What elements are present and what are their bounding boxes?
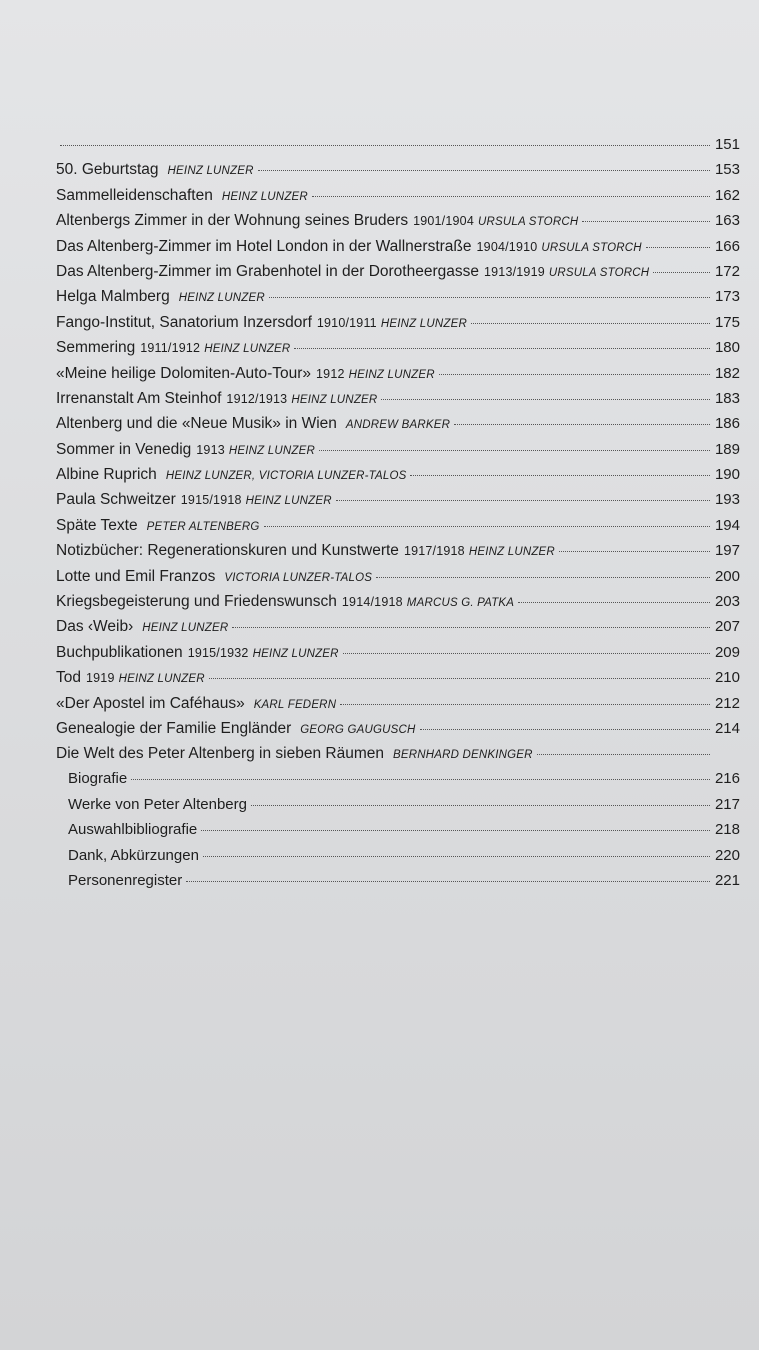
entry-title: Sommer in Venedig (56, 440, 192, 458)
entry-title: 50. Geburtstag (56, 161, 159, 179)
entry-meta (218, 185, 308, 210)
page-number: 212 (714, 694, 740, 712)
dot-leader (60, 145, 710, 146)
entry-meta (389, 743, 533, 768)
table-of-contents (56, 132, 740, 767)
toc-entry (56, 691, 740, 716)
entry-years: 1912/1913 (226, 391, 288, 406)
entry-title: Altenbergs Zimmer in der Wohnung seines Bruders (56, 212, 409, 230)
entry-title: Das ‹Weib› (56, 618, 134, 636)
entry-author: KARL FEDERN (253, 698, 337, 711)
entry-title: Biografie (68, 770, 128, 787)
dot-leader (209, 678, 710, 679)
entry-author: HEINZ LUNZER, VICTORIA LUNZER-TALOS (165, 470, 407, 483)
entry-title: Sammelleidenschaften (56, 186, 213, 204)
dot-leader (376, 577, 710, 578)
entry-author: URSULA STORCH (541, 241, 642, 254)
page-number: 217 (714, 795, 740, 813)
toc-entry (56, 234, 740, 259)
toc-entry (56, 665, 740, 690)
toc-entry (56, 741, 740, 766)
dot-leader (258, 170, 710, 171)
page-number: 186 (714, 415, 740, 433)
dot-leader (251, 805, 710, 806)
entry-years: 1912 (316, 366, 345, 381)
entry-author: HEINZ LUNZER (380, 317, 467, 330)
entry-title: Das Altenberg-Zimmer im Grabenhotel in der Dorotheergasse (56, 262, 479, 280)
toc-entry (56, 589, 740, 614)
dot-leader (264, 526, 710, 527)
entry-title: Paula Schweitzer (56, 491, 176, 509)
entry-meta (220, 566, 372, 591)
entry-title: Altenberg und die «Neue Musik» in Wien (56, 415, 337, 433)
entry-meta (413, 209, 578, 235)
entry-author: MARCUS G. PATKA (406, 597, 515, 610)
entry-title: Lotte und Emil Franzos (56, 567, 216, 585)
entry-meta (316, 362, 435, 388)
entry-title: Kriegsbegeisterung und Friedenswunsch (56, 593, 337, 611)
dot-leader (420, 729, 711, 730)
toc-entry (56, 157, 740, 182)
dot-leader (582, 221, 710, 222)
appendix-entry (68, 817, 740, 843)
entry-author: HEINZ LUNZER (178, 292, 265, 305)
entry-author: HEINZ LUNZER (291, 393, 378, 406)
page-number: 197 (714, 542, 740, 560)
toc-entry (56, 487, 740, 512)
entry-meta (484, 260, 649, 286)
toc-entry (56, 716, 740, 741)
dot-leader (203, 856, 710, 857)
entry-years: 1914/1918 (341, 595, 403, 610)
entry-title: Buchpublikationen (56, 643, 183, 661)
entry-author: HEINZ LUNZER (204, 343, 291, 356)
page-number: 218 (714, 821, 740, 839)
page-number: 200 (714, 567, 740, 585)
entry-author: HEINZ LUNZER (468, 546, 555, 559)
entry-meta (317, 311, 467, 337)
page-number: 153 (714, 161, 740, 179)
entry-author: HEINZ LUNZER (228, 444, 315, 457)
entry-title: Dank, Abkürzungen (68, 846, 199, 864)
toc-entry (56, 462, 740, 487)
entry-title: Albine Ruprich (56, 466, 157, 484)
entry-author: HEINZ LUNZER (221, 190, 308, 203)
entry-title: Tod (56, 669, 81, 687)
entry-years: 1915/1932 (187, 645, 249, 660)
toc-entry (56, 614, 740, 639)
dot-leader (454, 424, 710, 425)
entry-author: URSULA STORCH (548, 266, 650, 279)
entry-years: 1913 (196, 442, 225, 457)
toc-entry (56, 132, 740, 157)
entry-meta (196, 438, 315, 464)
toc-entry (56, 437, 740, 462)
toc-entry (56, 564, 740, 589)
entry-title: Notizbücher: Regenerationskuren und Kunstwerte (56, 542, 399, 560)
toc-entry (56, 386, 740, 411)
entry-author: BERNHARD DENKINGER (392, 749, 533, 762)
entry-title: Auswahlbibliografie (68, 821, 198, 839)
dot-leader (340, 704, 710, 705)
page-number: 173 (714, 288, 740, 306)
toc-entry (56, 411, 740, 436)
entry-author: VICTORIA LUNZER-TALOS (224, 571, 373, 584)
dot-leader (269, 297, 710, 298)
toc-entry (56, 640, 740, 665)
toc-entry (56, 538, 740, 563)
entry-years: 1917/1918 (403, 544, 465, 559)
entry-meta (175, 286, 265, 311)
dot-leader (537, 754, 710, 755)
entry-years: 1901/1904 (413, 214, 474, 229)
entry-author: GEORG GAUGUSCH (300, 723, 416, 736)
entry-meta (181, 488, 332, 514)
entry-meta (138, 616, 228, 641)
toc-entry (56, 335, 740, 360)
toc-entry (56, 310, 740, 335)
dot-leader (336, 500, 710, 501)
entry-author: HEINZ LUNZER (142, 622, 229, 635)
entry-meta (140, 336, 290, 362)
page-number: 194 (714, 516, 740, 534)
page-number: 189 (714, 440, 740, 458)
entry-title: Werke von Peter Altenberg (68, 795, 247, 813)
entry-title: Die Welt des Peter Altenberg in sieben Räumen (56, 745, 384, 763)
entry-meta (86, 666, 205, 692)
entry-years: 1913/1919 (484, 264, 545, 279)
entry-years: 1904/1910 (476, 239, 538, 254)
dot-leader (646, 247, 710, 248)
toc-entry (56, 259, 740, 284)
page-number: 216 (714, 770, 740, 787)
entry-author: ANDREW BARKER (345, 419, 451, 432)
appendix-entry (68, 792, 740, 818)
appendix-contents (68, 766, 740, 894)
entry-years: 1919 (86, 671, 115, 686)
entry-author: HEINZ LUNZER (118, 673, 205, 686)
dot-leader (343, 653, 710, 654)
dot-leader (186, 881, 710, 882)
page-number: 190 (714, 466, 740, 484)
entry-meta (143, 515, 260, 540)
entry-meta (342, 413, 450, 438)
page-number: 221 (714, 872, 740, 890)
entry-meta (404, 539, 555, 565)
toc-entry (56, 208, 740, 233)
entry-author: HEINZ LUNZER (245, 495, 332, 508)
page-number: 193 (714, 491, 740, 509)
entry-years: 1910/1911 (316, 315, 377, 330)
appendix-entry (68, 843, 740, 869)
dot-leader (294, 348, 710, 349)
dot-leader (653, 272, 710, 273)
dot-leader (201, 830, 710, 831)
entry-years: 1915/1918 (180, 493, 242, 508)
dot-leader (381, 399, 710, 400)
page-number: 172 (714, 262, 740, 280)
dot-leader (232, 627, 710, 628)
entry-meta (226, 387, 377, 413)
entry-meta (342, 590, 514, 616)
page-number: 162 (714, 186, 740, 204)
entry-author: PETER ALTENBERG (146, 520, 260, 533)
entry-meta (164, 159, 254, 184)
entry-meta (162, 464, 407, 489)
dot-leader (319, 450, 710, 451)
entry-title: Helga Malmberg (56, 288, 170, 306)
entry-author: HEINZ LUNZER (167, 165, 254, 178)
entry-title: «Der Apostel im Caféhaus» (56, 694, 245, 712)
toc-entry (56, 513, 740, 538)
dot-leader (410, 475, 710, 476)
appendix-entry (68, 766, 740, 792)
page-number: 180 (714, 339, 740, 357)
entry-title: Fango-Institut, Sanatorium Inzersdorf (56, 313, 312, 331)
dot-leader (559, 551, 710, 552)
dot-leader (312, 196, 710, 197)
dot-leader (131, 779, 710, 780)
dot-leader (471, 323, 710, 324)
page-number: 183 (714, 389, 740, 407)
entry-author: URSULA STORCH (477, 216, 579, 229)
entry-title: Irrenanstalt Am Steinhof (56, 389, 222, 407)
toc-entry (56, 361, 740, 386)
toc-entry (56, 183, 740, 208)
entry-title: «Meine heilige Dolomiten-Auto-Tour» (56, 364, 312, 382)
entry-title: Personenregister (68, 872, 183, 890)
page-number: 203 (714, 593, 740, 611)
entry-title: Das Altenberg-Zimmer im Hotel London in der Wallnerstraße (56, 237, 472, 255)
entry-years: 1911/1912 (140, 341, 201, 356)
dot-leader (518, 602, 710, 603)
entry-title: Semmering (56, 339, 136, 357)
entry-meta (477, 235, 642, 261)
toc-entry (56, 284, 740, 309)
entry-author: HEINZ LUNZER (252, 647, 339, 660)
page-number: 220 (714, 846, 740, 864)
page-number: 163 (714, 212, 740, 230)
entry-meta (188, 641, 339, 667)
page-number: 207 (714, 618, 740, 636)
page-number: 182 (714, 364, 740, 382)
page-number: 210 (714, 669, 740, 687)
appendix-entry (68, 868, 740, 894)
dot-leader (439, 374, 710, 375)
page-number: 166 (714, 237, 740, 255)
entry-title: Genealogie der Familie Engländer (56, 719, 292, 737)
entry-author: HEINZ LUNZER (348, 368, 435, 381)
page-number: 151 (714, 136, 740, 153)
page-number: 175 (714, 313, 740, 331)
entry-meta (250, 693, 337, 718)
page-number: 214 (714, 719, 740, 737)
page-number: 209 (714, 643, 740, 661)
entry-title: Späte Texte (56, 516, 138, 534)
entry-meta (296, 718, 415, 743)
